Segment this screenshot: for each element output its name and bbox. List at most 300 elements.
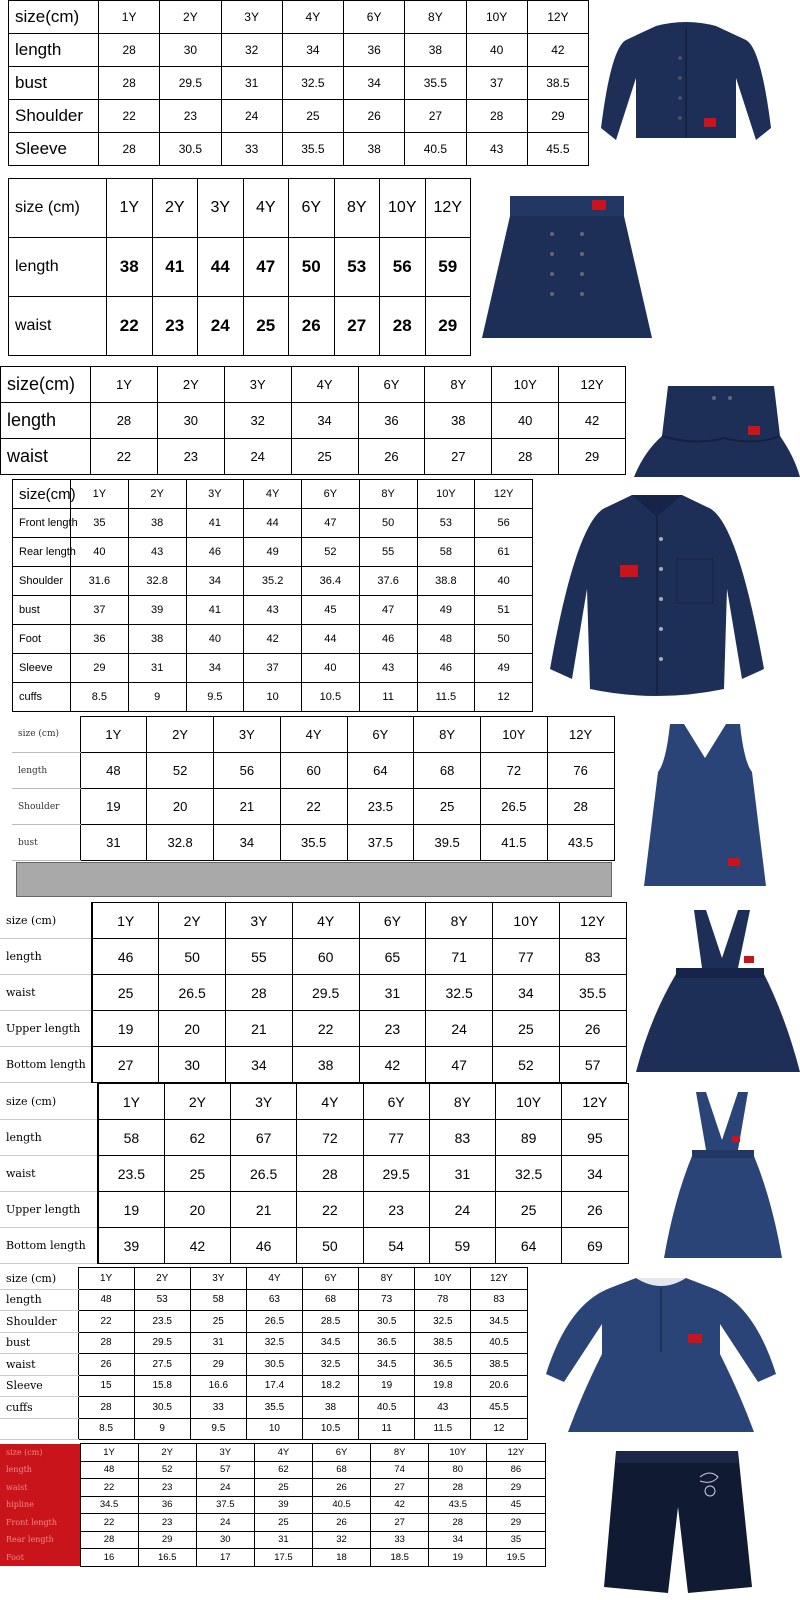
measurement-value: 76 — [547, 753, 614, 789]
measurement-label: bust — [12, 825, 80, 861]
measurement-row — [9, 34, 589, 67]
measurement-value: 34 — [493, 975, 560, 1011]
measurement-row — [12, 789, 614, 825]
measurement-value: 32 — [221, 34, 282, 67]
measurement-value: 16.5 — [138, 1549, 196, 1567]
measurement-label: length — [12, 753, 80, 789]
measurement-value: 72 — [297, 1120, 363, 1156]
measurement-value: 58 — [98, 1120, 164, 1156]
measurement-value: 50 — [159, 939, 226, 975]
measurement-value: 25 — [243, 297, 289, 356]
measurement-value: 30 — [160, 34, 221, 67]
measurement-value: 19 — [429, 1549, 487, 1567]
measurement-value: 59 — [425, 238, 471, 297]
measurement-value: 52 — [493, 1047, 560, 1083]
measurement-value: 25 — [92, 975, 159, 1011]
size-header-cell: 12Y — [559, 367, 626, 403]
measurement-value: 43 — [128, 538, 186, 567]
measurement-value: 45 — [302, 596, 360, 625]
measurement-value: 29.5 — [363, 1156, 429, 1192]
measurement-value: 10 — [244, 683, 302, 712]
size-header-row — [0, 903, 626, 939]
measurement-label: Sleeve — [0, 1375, 78, 1397]
measurement-value: 26.5 — [231, 1156, 297, 1192]
measurement-label: length — [9, 34, 99, 67]
measurement-value: 59 — [429, 1228, 495, 1264]
size-header-cell: 6Y — [302, 480, 360, 509]
measurement-value: 46 — [231, 1228, 297, 1264]
measurement-value: 39.5 — [414, 825, 481, 861]
measurement-value: 34.5 — [471, 1311, 527, 1333]
measurement-value: 47 — [426, 1047, 493, 1083]
measurement-value: 38 — [292, 1047, 359, 1083]
measurement-value: 31 — [221, 67, 282, 100]
measurement-value: 83 — [429, 1120, 495, 1156]
measurement-value: 25 — [164, 1156, 230, 1192]
size-header-cell: 4Y — [297, 1084, 363, 1120]
measurement-label: bust — [9, 67, 99, 100]
measurement-value: 8.5 — [78, 1418, 134, 1440]
size-unit-label: size (cm) — [0, 1268, 78, 1290]
measurement-value: 57 — [196, 1461, 254, 1479]
measurement-value: 43 — [466, 133, 527, 166]
measurement-value: 48 — [80, 1461, 138, 1479]
measurement-value: 40 — [302, 654, 360, 683]
measurement-row — [0, 975, 626, 1011]
pinafore-dress-image — [640, 722, 770, 892]
measurement-value: 36 — [138, 1496, 196, 1514]
measurement-value: 21 — [226, 1011, 293, 1047]
measurement-value: 43 — [359, 654, 417, 683]
measurement-label: waist — [0, 1354, 78, 1376]
measurement-value: 50 — [297, 1228, 363, 1264]
measurement-value: 68 — [414, 753, 481, 789]
measurement-row — [12, 825, 614, 861]
measurement-value: 22 — [107, 297, 153, 356]
measurement-value: 15.8 — [134, 1375, 190, 1397]
measurement-value: 54 — [363, 1228, 429, 1264]
measurement-value: 34 — [282, 34, 343, 67]
measurement-value: 38.8 — [417, 567, 475, 596]
measurement-value: 17.4 — [246, 1375, 302, 1397]
measurement-value: 45 — [487, 1496, 545, 1514]
size-header-cell: 3Y — [214, 717, 281, 753]
measurement-value: 22 — [292, 1011, 359, 1047]
measurement-value: 64 — [347, 753, 414, 789]
measurement-label: cuffs — [13, 683, 71, 712]
measurement-label: Sleeve — [9, 133, 99, 166]
size-header-cell: 4Y — [244, 480, 302, 509]
suspender-dress-image — [636, 908, 800, 1078]
denim-skirt-image — [474, 190, 664, 350]
measurement-value: 45.5 — [527, 133, 588, 166]
measurement-value: 25 — [282, 100, 343, 133]
measurement-value: 44 — [302, 625, 360, 654]
measurement-value: 83 — [471, 1289, 527, 1311]
measurement-value: 46 — [92, 939, 159, 975]
measurement-row — [0, 1418, 527, 1440]
measurement-value: 24 — [196, 1514, 254, 1532]
measurement-value: 35 — [487, 1531, 545, 1549]
measurement-value: 20 — [159, 1011, 226, 1047]
size-header-cell: 12Y — [559, 903, 626, 939]
measurement-value: 40.5 — [359, 1397, 415, 1419]
size-header-cell: 8Y — [334, 179, 380, 238]
pinafore-size-table — [12, 716, 615, 861]
measurement-value: 19.8 — [415, 1375, 471, 1397]
measurement-value: 17.5 — [254, 1549, 312, 1567]
measurement-label: waist — [1, 439, 91, 475]
measurement-value: 47 — [302, 509, 360, 538]
measurement-value: 28 — [99, 34, 160, 67]
measurement-label: length — [1, 403, 91, 439]
measurement-value: 58 — [417, 538, 475, 567]
measurement-value: 42 — [164, 1228, 230, 1264]
measurement-value: 46 — [359, 625, 417, 654]
measurement-value: 34.5 — [80, 1496, 138, 1514]
measurement-value: 38 — [303, 1397, 359, 1419]
size-header-cell: 10Y — [380, 179, 426, 238]
measurement-value: 47 — [359, 596, 417, 625]
measurement-value: 58 — [190, 1289, 246, 1311]
measurement-label: waist — [0, 975, 92, 1011]
measurement-label: Shoulder — [9, 100, 99, 133]
measurement-value: 26 — [559, 1011, 626, 1047]
size-header-cell: 1Y — [78, 1268, 134, 1290]
measurement-row — [0, 1047, 626, 1083]
measurement-value: 38 — [128, 509, 186, 538]
size-header-row — [9, 179, 471, 238]
measurement-row — [0, 1332, 527, 1354]
measurement-value: 23.5 — [347, 789, 414, 825]
size-header-cell: 10Y — [493, 903, 560, 939]
measurement-value: 35.5 — [559, 975, 626, 1011]
measurement-value: 26 — [313, 1479, 371, 1497]
measurement-value: 30.5 — [160, 133, 221, 166]
measurement-value: 56 — [380, 238, 426, 297]
measurement-value: 50 — [359, 509, 417, 538]
size-header-cell: 10Y — [492, 367, 559, 403]
measurement-value: 32.8 — [128, 567, 186, 596]
measurement-value: 40.5 — [405, 133, 466, 166]
measurement-value: 32 — [224, 403, 291, 439]
size-header-row — [13, 480, 533, 509]
measurement-value: 29 — [71, 654, 129, 683]
measurement-label — [0, 1418, 78, 1440]
measurement-value: 42 — [371, 1496, 429, 1514]
measurement-label: length — [0, 1461, 80, 1479]
measurement-value: 26 — [289, 297, 335, 356]
measurement-value: 34 — [186, 654, 244, 683]
measurement-value: 30.5 — [246, 1354, 302, 1376]
size-header-cell: 10Y — [429, 1444, 487, 1462]
measurement-row — [12, 753, 614, 789]
measurement-row — [0, 1514, 545, 1532]
measurement-value: 28 — [226, 975, 293, 1011]
measurement-row — [13, 654, 533, 683]
measurement-value: 25 — [291, 439, 358, 475]
measurement-value: 24 — [198, 297, 244, 356]
size-header-row — [12, 717, 614, 753]
measurement-value: 12 — [471, 1418, 527, 1440]
measurement-row — [0, 1192, 628, 1228]
measurement-value: 60 — [280, 753, 347, 789]
shorts-size-section — [0, 1443, 800, 1600]
measurement-value: 9 — [134, 1418, 190, 1440]
size-header-cell: 10Y — [417, 480, 475, 509]
size-header-cell: 6Y — [303, 1268, 359, 1290]
measurement-value: 29 — [487, 1479, 545, 1497]
measurement-value: 46 — [417, 654, 475, 683]
measurement-row — [0, 1531, 545, 1549]
measurement-value: 20 — [164, 1192, 230, 1228]
measurement-value: 32.5 — [426, 975, 493, 1011]
measurement-value: 40 — [71, 538, 129, 567]
measurement-value: 27 — [334, 297, 380, 356]
size-header-cell: 12Y — [527, 1, 588, 34]
size-header-cell: 8Y — [359, 1268, 415, 1290]
measurement-label: Shoulder — [13, 567, 71, 596]
size-header-cell: 4Y — [243, 179, 289, 238]
measurement-value: 27 — [371, 1514, 429, 1532]
measurement-value: 11 — [359, 683, 417, 712]
measurement-label: waist — [0, 1479, 80, 1497]
measurement-value: 56 — [475, 509, 533, 538]
measurement-value: 22 — [297, 1192, 363, 1228]
measurement-value: 86 — [487, 1461, 545, 1479]
long-sleeve-dress-image — [544, 1274, 780, 1436]
measurement-value: 28 — [429, 1514, 487, 1532]
measurement-value: 35.5 — [280, 825, 347, 861]
measurement-label: waist — [0, 1156, 98, 1192]
size-header-cell: 4Y — [291, 367, 358, 403]
measurement-value: 27.5 — [134, 1354, 190, 1376]
measurement-value: 44 — [198, 238, 244, 297]
measurement-row — [0, 1156, 628, 1192]
size-header-cell: 8Y — [414, 717, 481, 753]
measurement-value: 53 — [134, 1289, 190, 1311]
measurement-value: 62 — [164, 1120, 230, 1156]
size-header-cell: 1Y — [80, 717, 147, 753]
measurement-row — [0, 1011, 626, 1047]
size-unit-label: size(cm) — [1, 367, 91, 403]
denim-jacket-image — [596, 18, 776, 153]
measurement-value: 19 — [92, 1011, 159, 1047]
measurement-value: 52 — [302, 538, 360, 567]
measurement-value: 69 — [562, 1228, 628, 1264]
measurement-label: Front length — [0, 1514, 80, 1532]
measurement-value: 52 — [147, 753, 214, 789]
measurement-value: 9 — [128, 683, 186, 712]
measurement-value: 77 — [493, 939, 560, 975]
measurement-row — [1, 403, 626, 439]
measurement-row — [13, 509, 533, 538]
measurement-label: length — [0, 939, 92, 975]
size-header-cell: 8Y — [429, 1084, 495, 1120]
measurement-row — [0, 1375, 527, 1397]
size-unit-label: size (cm) — [0, 1444, 80, 1462]
measurement-value: 63 — [246, 1289, 302, 1311]
measurement-value: 40 — [466, 34, 527, 67]
measurement-value: 19 — [80, 789, 147, 825]
measurement-value: 53 — [334, 238, 380, 297]
size-header-cell: 6Y — [359, 903, 426, 939]
measurement-value: 31 — [359, 975, 426, 1011]
measurement-value: 68 — [313, 1461, 371, 1479]
measurement-value: 16.6 — [190, 1375, 246, 1397]
measurement-value: 28.5 — [303, 1311, 359, 1333]
measurement-row — [0, 1289, 527, 1311]
measurement-value: 68 — [303, 1289, 359, 1311]
measurement-value: 18 — [313, 1549, 371, 1567]
measurement-label: Shoulder — [0, 1311, 78, 1333]
measurement-value: 32 — [313, 1531, 371, 1549]
ruffle-skirt-image — [634, 384, 800, 477]
measurement-value: 28 — [91, 403, 158, 439]
measurement-value: 17 — [196, 1549, 254, 1567]
skirt-size-section — [0, 176, 800, 362]
measurement-value: 24 — [426, 1011, 493, 1047]
measurement-value: 28 — [547, 789, 614, 825]
measurement-value: 30 — [159, 1047, 226, 1083]
size-header-cell: 1Y — [98, 1084, 164, 1120]
measurement-row — [13, 567, 533, 596]
measurement-value: 9.5 — [190, 1418, 246, 1440]
measurement-value: 10 — [246, 1418, 302, 1440]
measurement-label: length — [0, 1289, 78, 1311]
measurement-value: 28 — [78, 1332, 134, 1354]
measurement-value: 34 — [226, 1047, 293, 1083]
size-header-cell: 3Y — [231, 1084, 297, 1120]
measurement-value: 28 — [380, 297, 426, 356]
measurement-value: 31 — [190, 1332, 246, 1354]
measurement-value: 64 — [496, 1228, 562, 1264]
measurement-value: 30.5 — [359, 1311, 415, 1333]
measurement-value: 26 — [313, 1514, 371, 1532]
size-unit-label: size (cm) — [12, 717, 80, 753]
measurement-value: 34.5 — [303, 1332, 359, 1354]
size-header-cell: 12Y — [562, 1084, 628, 1120]
measurement-value: 26.5 — [246, 1311, 302, 1333]
size-header-cell: 3Y — [186, 480, 244, 509]
measurement-value: 20.6 — [471, 1375, 527, 1397]
measurement-value: 38.5 — [471, 1354, 527, 1376]
measurement-value: 30 — [157, 403, 224, 439]
measurement-value: 49 — [417, 596, 475, 625]
measurement-value: 34 — [214, 825, 281, 861]
measurement-label: Foot — [13, 625, 71, 654]
measurement-value: 61 — [475, 538, 533, 567]
measurement-value: 38 — [344, 133, 405, 166]
measurement-value: 40 — [186, 625, 244, 654]
measurement-value: 11 — [359, 1418, 415, 1440]
measurement-value: 42 — [244, 625, 302, 654]
measurement-row — [13, 625, 533, 654]
measurement-value: 18.5 — [371, 1549, 429, 1567]
measurement-value: 34 — [562, 1156, 628, 1192]
measurement-value: 36.4 — [302, 567, 360, 596]
measurement-value: 36.5 — [359, 1332, 415, 1354]
measurement-row — [9, 67, 589, 100]
measurement-value: 35.5 — [282, 133, 343, 166]
measurement-value: 34.5 — [359, 1354, 415, 1376]
measurement-value: 20 — [147, 789, 214, 825]
measurement-value: 28 — [466, 100, 527, 133]
measurement-row — [0, 1120, 628, 1156]
measurement-value: 36.5 — [415, 1354, 471, 1376]
measurement-value: 35.5 — [246, 1397, 302, 1419]
measurement-value: 57 — [559, 1047, 626, 1083]
measurement-row — [0, 1496, 545, 1514]
measurement-value: 39 — [254, 1496, 312, 1514]
measurement-value: 42 — [359, 1047, 426, 1083]
jacket-size-table — [8, 0, 589, 166]
measurement-value: 50 — [289, 238, 335, 297]
size-header-cell: 4Y — [282, 1, 343, 34]
measurement-value: 43 — [415, 1397, 471, 1419]
measurement-value: 37 — [71, 596, 129, 625]
measurement-value: 11.5 — [417, 683, 475, 712]
shirt-size-table — [12, 479, 533, 712]
measurement-value: 56 — [214, 753, 281, 789]
size-header-cell: 6Y — [358, 367, 425, 403]
measurement-value: 40 — [475, 567, 533, 596]
measurement-value: 73 — [359, 1289, 415, 1311]
measurement-value: 78 — [415, 1289, 471, 1311]
measurement-label: Shoulder — [12, 789, 80, 825]
grey-bar — [16, 862, 612, 897]
shirt-size-section — [0, 479, 800, 713]
measurement-value: 8.5 — [71, 683, 129, 712]
size-header-cell: 6Y — [289, 179, 335, 238]
measurement-value: 41 — [186, 509, 244, 538]
measurement-label: length — [9, 238, 107, 297]
measurement-value: 43 — [244, 596, 302, 625]
measurement-value: 29.5 — [292, 975, 359, 1011]
measurement-value: 43.5 — [429, 1496, 487, 1514]
size-header-cell: 12Y — [471, 1268, 527, 1290]
size-header-cell: 6Y — [347, 717, 414, 753]
measurement-value: 37 — [466, 67, 527, 100]
size-header-cell: 1Y — [80, 1444, 138, 1462]
measurement-value: 33 — [221, 133, 282, 166]
measurement-value: 35.2 — [244, 567, 302, 596]
measurement-value: 35.5 — [405, 67, 466, 100]
measurement-value: 89 — [496, 1120, 562, 1156]
measurement-value: 23 — [359, 1011, 426, 1047]
measurement-value: 32.5 — [246, 1332, 302, 1354]
measurement-label: length — [0, 1120, 98, 1156]
size-unit-label: size(cm) — [13, 480, 71, 509]
measurement-value: 67 — [231, 1120, 297, 1156]
size-header-cell: 4Y — [280, 717, 347, 753]
measurement-value: 19 — [98, 1192, 164, 1228]
measurement-value: 80 — [429, 1461, 487, 1479]
measurement-value: 12 — [475, 683, 533, 712]
measurement-value: 77 — [363, 1120, 429, 1156]
measurement-value: 27 — [425, 439, 492, 475]
suspender-long-size-section — [0, 1082, 800, 1266]
measurement-value: 22 — [280, 789, 347, 825]
measurement-value: 25 — [414, 789, 481, 825]
size-header-cell: 8Y — [405, 1, 466, 34]
size-header-cell: 2Y — [159, 903, 226, 939]
size-header-cell: 10Y — [481, 717, 548, 753]
measurement-value: 38.5 — [527, 67, 588, 100]
measurement-value: 34 — [344, 67, 405, 100]
measurement-value: 95 — [562, 1120, 628, 1156]
measurement-value: 29 — [559, 439, 626, 475]
